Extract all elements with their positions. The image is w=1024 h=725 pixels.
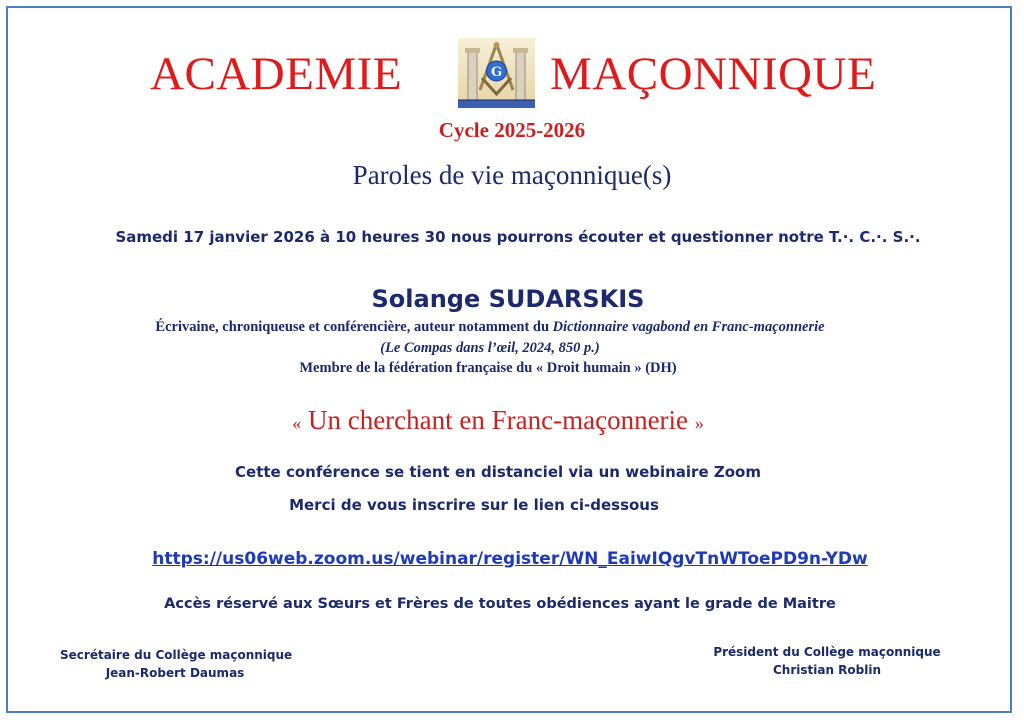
president-signature (712, 643, 942, 679)
masonic-logo-icon (458, 38, 535, 108)
event-date-line: Samedi 17 janvier 2026 à 10 heures 30 nous pourrons écouter et questionner notre T.·. C.·. S.·. (115, 228, 921, 246)
secretary-name: Jean-Robert Daumas (105, 666, 245, 680)
access-note: Accès réservé aux Sœurs et Frères de toutes obédiences ayant le grade de Maitre (164, 596, 836, 612)
president-role: Président du Collège maçonnique (713, 645, 941, 659)
speaker-bio-line3: Membre de la fédération française du « Droit humain » (DH) (299, 360, 677, 376)
bio-text: Écrivaine, chroniqueuse et conférencière, auteur notamment du (155, 319, 553, 335)
book-title: Dictionnaire vagabond en Franc-maçonnerie (552, 319, 825, 335)
talk-title-text: Un cherchant en Franc-maçonnerie (307, 405, 689, 435)
quote-open-mark: « (292, 413, 302, 433)
talk-title (0, 405, 1010, 436)
speaker-bio-line1 (0, 319, 1002, 336)
webinar-info: Cette conférence se tient en distanciel via un webinaire Zoom (235, 463, 761, 481)
title-row (0, 38, 1024, 108)
title-maconnique: MAÇONNIQUE (550, 48, 877, 100)
cycle-label: Cycle 2025-2026 (438, 118, 586, 142)
register-link[interactable]: https://us06web.zoom.us/webinar/register/WN_EaiwIQgvTnWToePD9n-YDw (152, 549, 868, 569)
registration-instruction: Merci de vous inscrire sur le lien ci-dessous (289, 496, 659, 514)
president-name: Christian Roblin (772, 663, 882, 677)
secretary-role: Secrétaire du Collège maçonnique (60, 648, 293, 662)
speaker-bio-line2: (Le Compas dans l’œil, 2024, 850 p.) (380, 340, 600, 356)
quote-close-mark: » (694, 413, 704, 433)
logo-letter: G (490, 65, 503, 80)
secretary-signature (60, 646, 293, 682)
register-link-container (0, 549, 1022, 569)
page-subtitle: Paroles de vie maçonnique(s) (352, 160, 672, 190)
speaker-name: Solange SUDARSKIS (371, 285, 645, 313)
title-academie: ACADEMIE (150, 48, 403, 100)
